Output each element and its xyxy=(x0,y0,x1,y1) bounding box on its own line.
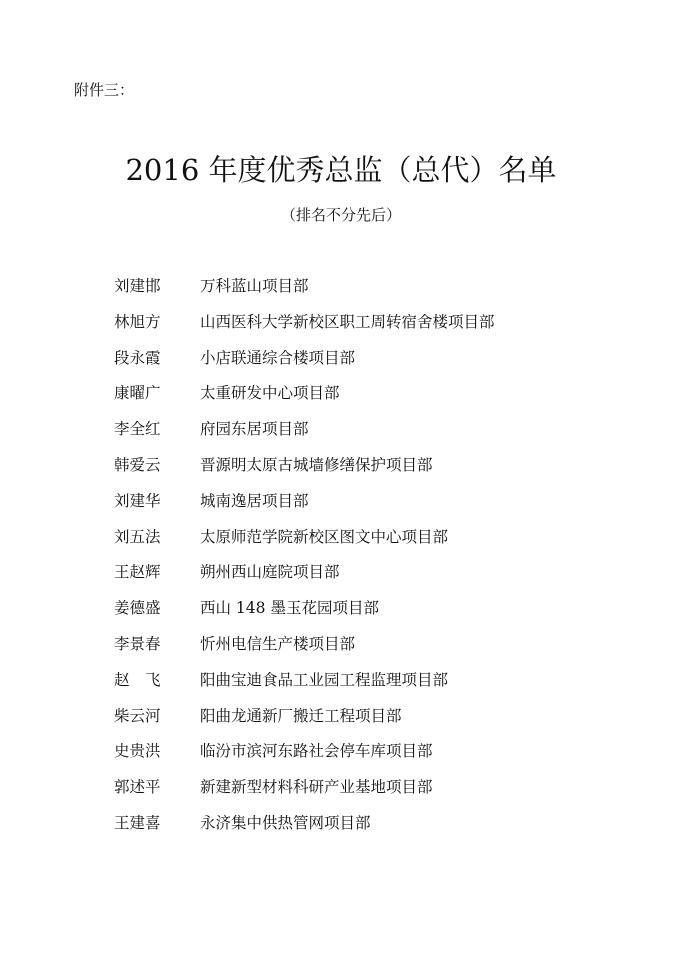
project-name: 小店联通综合楼项目部 xyxy=(200,348,356,367)
project-name: 新建新型材料科研产业基地项目部 xyxy=(200,778,433,797)
list-item xyxy=(114,382,654,418)
person-name: 史贵洪 xyxy=(114,742,161,761)
project-name: 西山 148 墨玉花园项目部 xyxy=(200,599,379,618)
person-name: 韩爱云 xyxy=(114,455,161,474)
project-name: 城南逸居项目部 xyxy=(200,491,309,510)
list-item xyxy=(114,776,654,812)
project-name: 太原师范学院新校区图文中心项目部 xyxy=(200,527,449,546)
person-name: 李全红 xyxy=(114,420,161,439)
list-item xyxy=(114,669,654,705)
list-item xyxy=(114,526,654,562)
project-name: 晋源明太原古城墙修缮保护项目部 xyxy=(200,455,433,474)
project-name: 临汾市滨河东路社会停车库项目部 xyxy=(200,742,433,761)
project-name: 太重研发中心项目部 xyxy=(200,384,340,403)
person-name: 康曜广 xyxy=(114,384,161,403)
list-item xyxy=(114,740,654,776)
project-name: 阳曲龙通新厂搬迁工程项目部 xyxy=(200,706,402,725)
person-name: 郭述平 xyxy=(114,778,161,797)
person-name: 李景春 xyxy=(114,634,161,653)
person-name: 刘五法 xyxy=(114,527,161,546)
list-item xyxy=(114,633,654,669)
list-item xyxy=(114,490,654,526)
project-name: 万科蓝山项目部 xyxy=(200,277,309,295)
list-item xyxy=(114,418,654,454)
person-name: 柴云河 xyxy=(114,706,161,725)
person-name: 刘建邯 xyxy=(114,277,161,295)
person-name: 王建喜 xyxy=(114,813,161,832)
project-name: 忻州电信生产楼项目部 xyxy=(200,634,356,653)
list-item xyxy=(114,347,654,383)
attachment-label: 附件三： xyxy=(74,81,135,99)
document-title: 2016 年度优秀总监（总代）名单 xyxy=(125,153,557,187)
list-item xyxy=(114,812,654,848)
project-name: 阳曲宝迪食品工业园工程监理项目部 xyxy=(200,670,449,689)
person-name: 姜德盛 xyxy=(114,599,161,618)
project-name: 府园东居项目部 xyxy=(200,420,309,439)
person-name: 林旭方 xyxy=(114,312,161,331)
document-subtitle: （排名不分先后） xyxy=(280,206,401,224)
list-item xyxy=(114,705,654,741)
project-name: 朔州西山庭院项目部 xyxy=(200,563,340,582)
person-name: 刘建华 xyxy=(114,491,161,510)
honoree-list xyxy=(114,275,654,848)
person-name: 赵 飞 xyxy=(114,670,161,689)
list-item xyxy=(114,454,654,490)
person-name: 王赵辉 xyxy=(114,563,161,582)
project-name: 山西医科大学新校区职工周转宿舍楼项目部 xyxy=(200,312,495,331)
project-name: 永济集中供热管网项目部 xyxy=(200,813,371,832)
list-item xyxy=(114,597,654,633)
list-item xyxy=(114,311,654,347)
list-item xyxy=(114,561,654,597)
person-name: 段永霞 xyxy=(114,348,161,367)
list-item xyxy=(114,275,654,311)
